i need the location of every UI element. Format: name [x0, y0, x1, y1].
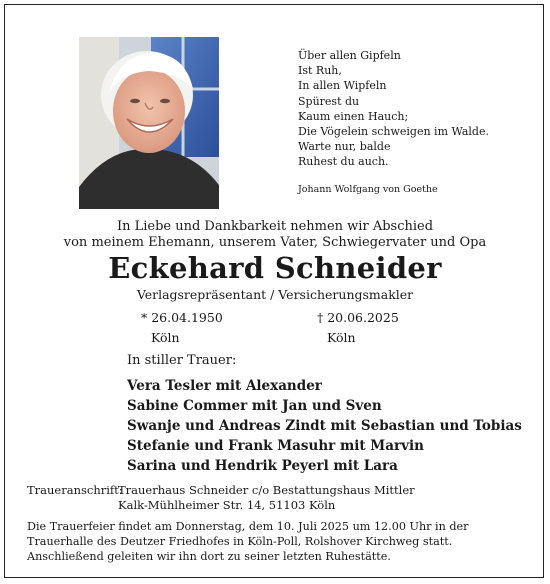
address-line-1: Trauerhaus Schneider c/o Bestattungshaus Mittler: [118, 483, 415, 497]
poem-line: Ruhest du auch.: [298, 155, 389, 169]
deceased-name: Eckehard Schneider: [108, 251, 442, 285]
poem-line: Warte nur, balde: [298, 140, 391, 154]
mourner-entry: Swanje und Andreas Zindt mit Sebastian und Tobias: [127, 418, 522, 434]
portrait-image: [79, 37, 219, 209]
poem-line: Spürest du: [298, 94, 360, 108]
poem-line: Ist Ruh,: [298, 64, 342, 78]
mourning-label: In stiller Trauer:: [127, 353, 237, 368]
mourners-list: [127, 376, 522, 476]
birth-info: [141, 308, 223, 348]
poem-author: Johann Wolfgang von Goethe: [298, 183, 438, 195]
poem-line: In allen Wipfeln: [298, 79, 387, 93]
obituary-notice: [4, 4, 544, 578]
poem-line: Über allen Gipfeln: [298, 49, 401, 62]
death-place: Köln: [327, 330, 356, 345]
death-info: [317, 308, 399, 348]
address-line-2: Kalk-Mühlheimer Str. 14, 51103 Köln: [118, 498, 336, 512]
intro-line-1: In Liebe und Dankbarkeit nehmen wir Abschied: [116, 219, 434, 234]
mourner-entry: Sabine Commer mit Jan und Sven: [127, 398, 382, 414]
poem: [298, 48, 489, 197]
intro-line-2: von meinem Ehemann, unserem Vater, Schwiegervater und Opa: [63, 235, 487, 250]
address-label: Traueranschrift:: [27, 483, 123, 497]
mourner-entry: Stefanie und Frank Masuhr mit Marvin: [127, 438, 424, 454]
mourning-address: [27, 483, 415, 513]
mourner-entry: Vera Tesler mit Alexander: [127, 378, 322, 394]
death-date: † 20.06.2025: [317, 310, 399, 325]
farewell-intro: [5, 219, 545, 251]
birth-place: Köln: [151, 330, 180, 345]
deceased-occupation: Verlagsrepräsentant / Versicherungsmakler: [136, 287, 414, 302]
birth-date: * 26.04.1950: [141, 310, 223, 325]
mourner-entry: Sarina und Hendrik Peyerl mit Lara: [127, 458, 398, 474]
poem-line: Die Vögelein schweigen im Walde.: [298, 125, 489, 139]
poem-line: Kaum einen Hauch;: [298, 109, 409, 123]
funeral-details: Die Trauerfeier findet am Donnerstag, dem 10. Juli 2025 um 12.00 Uhr in der Trauerhalle des Deutzer Friedhofes in Köln-Poll, Rolshover Kirchweg statt. Anschließend geleiten wir ihn dort zu seiner letzten Ruhestätte.: [27, 520, 469, 563]
portrait-photo: [79, 37, 219, 209]
